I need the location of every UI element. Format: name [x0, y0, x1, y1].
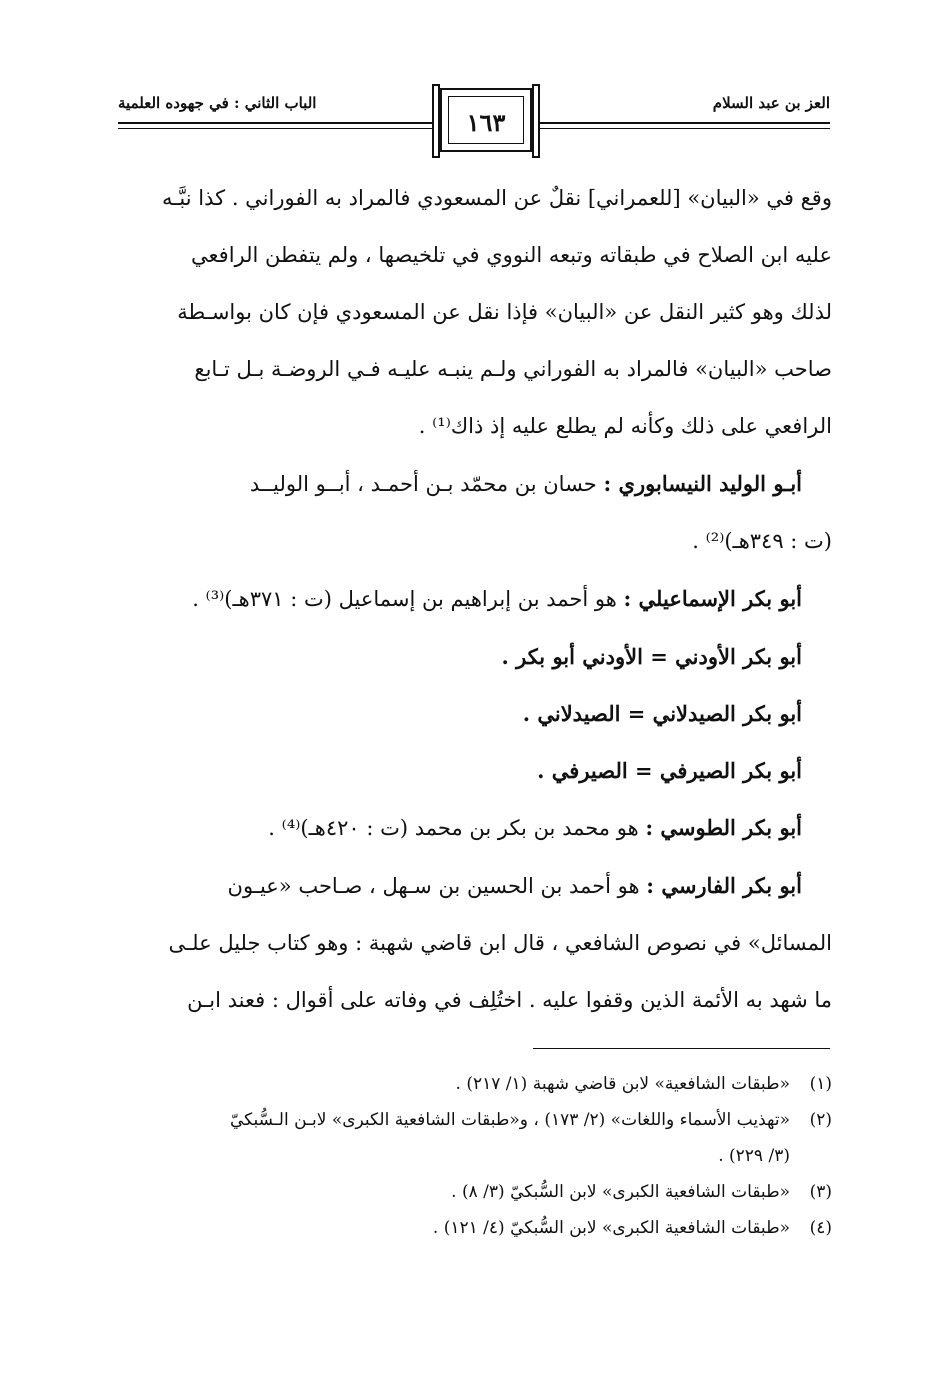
- text-line: عليه ابن الصلاح في طبقاته وتبعه النووي في تلخيصها ، ولم يتفطن الرافعي: [191, 243, 832, 267]
- text-line: (ت : ٣٤٩هـ)⁽²⁾ .: [692, 529, 832, 553]
- paragraph-6: [120, 742, 832, 799]
- frame-pillar-left: [432, 84, 440, 158]
- chapter-title: الباب الثاني : في جهوده العلمية: [118, 94, 317, 112]
- text-line: وقع في «البيان» [للعمراني] نقلٌ عن المسعودي فالمراد به الفوراني . كذا نبَّـه: [162, 186, 832, 210]
- page-number-frame: [440, 88, 532, 152]
- footnote-number: (٣): [809, 1182, 832, 1202]
- text-line: [120, 857, 832, 915]
- footnote-1: [120, 1066, 832, 1102]
- text-line: ما شهد به الأئمة الذين وقفوا عليه . اختُلِف في وفاته على أقوال : فعند ابـن: [187, 988, 832, 1012]
- footnote-number: (٤): [809, 1218, 832, 1238]
- text-line: الرافعي على ذلك وكأنه لم يطلع عليه إذ ذاك⁽¹⁾ .: [418, 414, 832, 438]
- footnote-separator: [533, 1048, 830, 1049]
- entry-heading: أبو بكر الطوسي :: [645, 815, 802, 840]
- paragraph-3: [120, 570, 832, 628]
- footnote-text: «طبقات الشافعية الكبرى» لابن السُّبكيّ (٤/ ١٢١) .: [432, 1218, 790, 1238]
- text-line: [120, 455, 832, 513]
- paragraph-7: [120, 799, 832, 857]
- paragraph-5: [120, 685, 832, 742]
- entry-text: هو محمد بن بكر بن محمد (ت : ٤٢٠هـ)⁽⁴⁾ .: [268, 816, 639, 840]
- entry-heading: أبو بكر الأودني = الأودني أبو بكر .: [501, 644, 802, 669]
- main-text: [120, 170, 832, 1029]
- footnote-3: [120, 1174, 832, 1210]
- entry-heading: أبو بكر الصيرفي = الصيرفي .: [537, 758, 802, 783]
- entry-heading: أبـو الوليد النيسابوري :: [603, 471, 802, 496]
- page-header: [118, 88, 830, 158]
- frame-pillar-right: [532, 84, 540, 158]
- footnote-4: [120, 1210, 832, 1246]
- paragraph-1: [120, 170, 832, 455]
- paragraph-4: [120, 628, 832, 685]
- footnotes: [120, 1066, 832, 1246]
- text-line: لذلك وهو كثير النقل عن «البيان» فإذا نقل عن المسعودي فإن كان بواسـطة: [177, 300, 832, 324]
- entry-heading: أبو بكر الإسماعيلي :: [623, 586, 802, 611]
- footnote-2: [120, 1102, 832, 1174]
- entry-heading: أبو بكر الفارسي :: [646, 873, 802, 898]
- book-title: العز بن عبد السلام: [712, 94, 830, 112]
- text-line: المسائل» في نصوص الشافعي ، قال ابن قاضي شهبة : وهو كتاب جليل علـى: [168, 931, 832, 955]
- text-line: [120, 570, 832, 628]
- page-number: ١٦٣: [466, 108, 506, 137]
- footnote-text: «تهذيب الأسماء واللغات» (٢/ ١٧٣) ، و«طبقات الشافعية الكبرى» لابـن الـسُّبكيّ: [229, 1110, 790, 1130]
- text-line: [120, 799, 832, 857]
- footnote-text: «طبقات الشافعية» لابن قاضي شهبة (١/ ٢١٧) .: [455, 1074, 790, 1094]
- footnote-number: (٢): [809, 1110, 832, 1130]
- text-line: صاحب «البيان» فالمراد به الفوراني ولـم ينبـه عليـه فـي الروضـة بـل تـابع: [194, 357, 832, 381]
- paragraph-2: [120, 455, 832, 570]
- footnote-number: (١): [809, 1074, 832, 1094]
- entry-heading: أبو بكر الصيدلاني = الصيدلاني .: [522, 701, 802, 726]
- paragraph-8: [120, 857, 832, 1029]
- footnote-text: «طبقات الشافعية الكبرى» لابن السُّبكيّ (٣/ ٨) .: [451, 1182, 790, 1202]
- entry-text: هو أحمد بن الحسين بن سـهل ، صـاحب «عيـون: [227, 874, 640, 898]
- footnote-continuation: (٣/ ٢٢٩) .: [718, 1146, 790, 1166]
- entry-text: هو أحمد بن إبراهيم بن إسماعيل (ت : ٣٧١هـ)⁽³⁾ .: [192, 587, 617, 611]
- entry-text: حسان بن محمّد بـن أحمـد ، أبــو الوليــد: [249, 472, 597, 496]
